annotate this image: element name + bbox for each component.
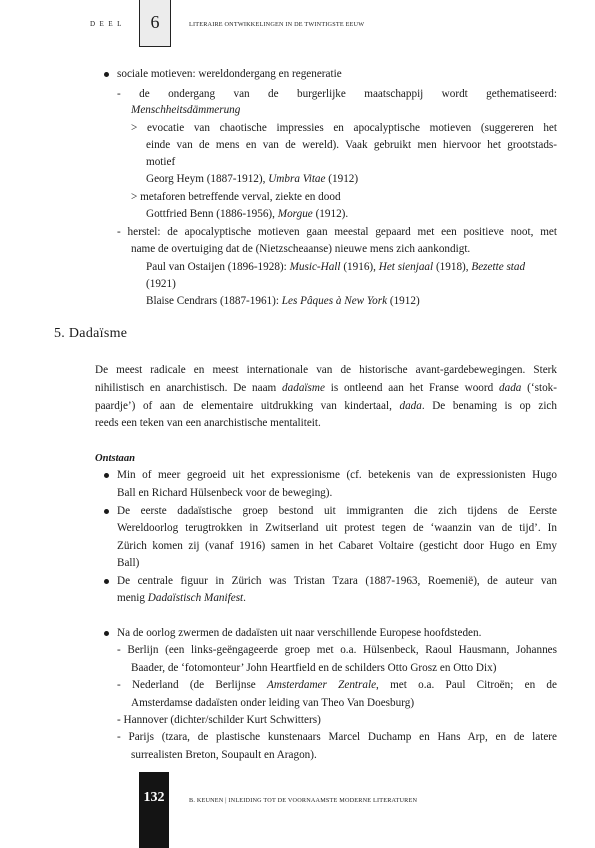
dash-berlijn-line2: Baader, de ‘fotomonteur’ John Heartfield en de schilders Otto Grosz en Otto Dix)	[131, 662, 497, 674]
paragraph-line1: De meest radicale en meest internationale van de historische avant-gardebewegingen. Sterk	[95, 364, 557, 376]
subhead-ontstaan: Ontstaan	[95, 453, 136, 464]
dash-parijs-line2: surrealisten Breton, Soupault en Aragon).	[131, 749, 317, 761]
ostaijen-reference: Paul van Ostaijen (1896-1928): Music-Hall (1916), Het sienjaal (1918), Bezette stad	[146, 261, 526, 273]
paragraph-line4: reeds een teken van een anarchistische mentaliteit.	[95, 417, 321, 429]
cendrars-reference: Blaise Cendrars (1887-1961): Les Pâques à New York (1912)	[146, 295, 420, 307]
bullet-social-motives: sociale motieven: wereldondergang en regeneratie	[117, 66, 342, 83]
paragraph-line2: nihilistisch en anarchistisch. De naam dadaïsme is ontleend aan het Franse woord dada (‘stok-	[95, 382, 557, 394]
header-deel-label: DEEL	[90, 20, 126, 28]
bullet-eerste-groep-line1: De eerste dadaïstische groep bestond uit immigranten die zich tijdens de Eerste	[117, 503, 557, 520]
gt-evocatie-line3: motief	[146, 156, 176, 168]
dash-ondergang: - de ondergang van de burgerlijke maatschappij wordt gethematiseerd:	[117, 88, 557, 100]
heym-reference: Georg Heym (1887-1912), Umbra Vitae (1912)	[146, 173, 359, 185]
footer-page-tab	[139, 772, 169, 848]
benn-reference: Gottfried Benn (1886-1956), Morgue (1912).	[146, 208, 349, 220]
ostaijen-year: (1921)	[146, 278, 176, 290]
gt-metaforen: > metaforen betreffende verval, ziekte en dood	[131, 191, 341, 203]
running-header-title: LITERAIRE ONTWIKKELINGEN IN DE TWINTIGSTE EEUW	[189, 21, 365, 28]
running-footer: B. KEUNEN | INLEIDING TOT DE VOORNAAMSTE MODERNE LITERATUREN	[189, 797, 418, 804]
bullet-eerste-groep-line2: Wereldoorlog terugtrokken in Zwitserland uit protest tegen de ‘waanzin van de tijd’. In	[117, 522, 557, 534]
menschheitsdammerung: Menschheitsdämmerung	[131, 104, 241, 116]
chapter-number-tab: 6	[139, 0, 171, 47]
paragraph-line3: paardje’) of aan de elementaire uitdrukking van kindertaal, dada. De benaming is op zich	[95, 400, 557, 412]
dash-parijs-line1: - Parijs (tzara, de plastische kunstenaars Marcel Duchamp en Hans Arp, en de latere	[117, 731, 557, 743]
gt-evocatie-line1: > evocatie van chaotische impressies en apocalyptische motieven (suggereren het	[131, 122, 557, 134]
gt-evocatie-line2: einde van de mens en van de wereld). Vaak gebruikt men hiervoor het grootstads-	[146, 139, 557, 151]
bullet-eerste-groep-line4: Ball)	[117, 557, 140, 569]
bullet-na-de-oorlog: Na de oorlog zwermen de dadaïsten uit naar verschillende Europese hoofdsteden.	[117, 625, 481, 642]
dash-herstel-line1: - herstel: de apocalyptische motieven gaan meestal gepaard met een positieve noot, met	[117, 226, 557, 238]
dash-berlijn-line1: - Berlijn (een links-geëngageerde groep met o.a. Hülsenbeck, Raoul Hausmann, Johannes	[117, 644, 557, 656]
dash-herstel-line2: name de overtuiging dat de (Nietzscheaanse) nieuwe mens zich aankondigt.	[131, 243, 471, 255]
bullet-expressionisme-line1: Min of meer gegroeid uit het expressionisme (cf. betekenis van de expressionisten Hugo	[117, 467, 557, 484]
dash-nederland-line1: - Nederland (de Berlijnse Amsterdamer Zentrale, met o.a. Paul Citroën; en de	[117, 679, 557, 691]
section-title: 5. Dadaïsme	[54, 326, 128, 341]
bullet-tzara-line1: De centrale figuur in Zürich was Tristan Tzara (1887-1963, Roemenië), de auteur van	[117, 573, 557, 590]
bullet-tzara-line2: menig Dadaïstisch Manifest.	[117, 592, 246, 604]
dash-nederland-line2: Amsterdamse dadaïsten onder leiding van Theo Van Doesburg)	[131, 697, 415, 709]
page-number: 132	[143, 790, 165, 805]
bullet-expressionisme-line2: Ball en Richard Hülsenbeck voor de beweging).	[117, 487, 333, 499]
dash-hannover: - Hannover (dichter/schilder Kurt Schwitters)	[117, 714, 321, 726]
bullet-eerste-groep-line3: Zürich komen zij (vanaf 1916) samen in het Cabaret Voltaire (gesticht door Hugo en Emy	[117, 540, 557, 552]
